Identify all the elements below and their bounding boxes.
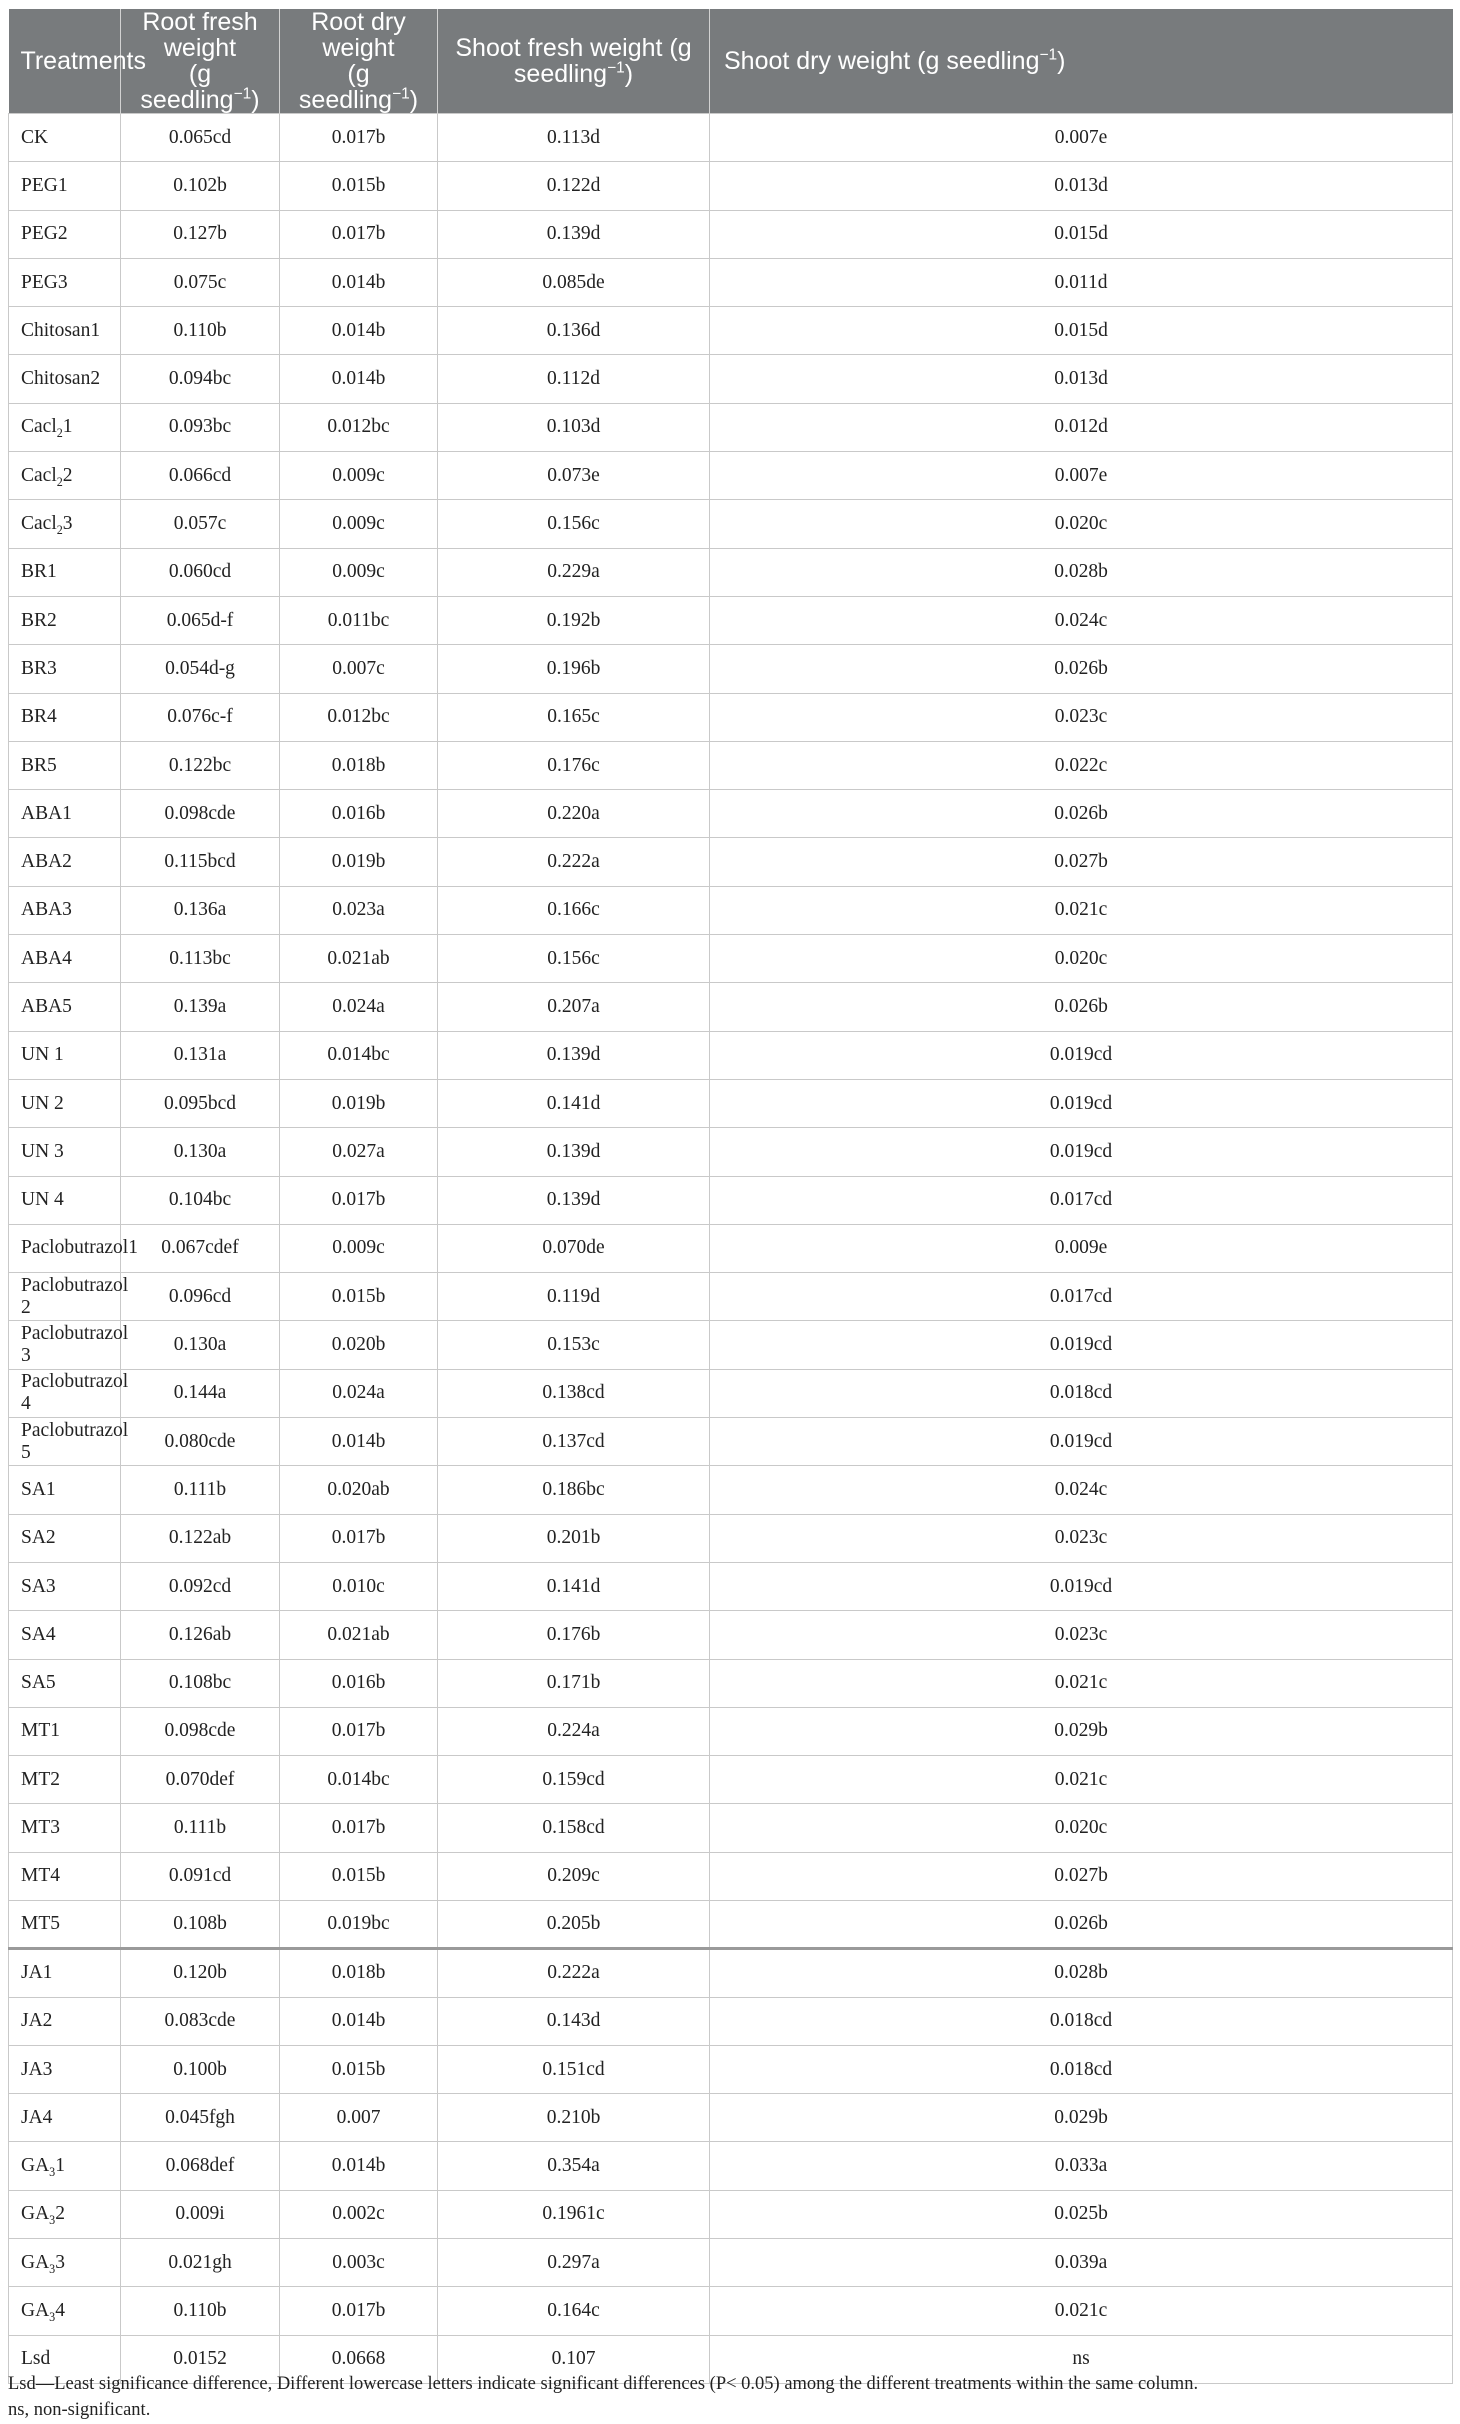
table-row [9,162,1453,210]
cell-root-fresh-weight: 0.113bc [121,935,280,983]
cell-shoot-fresh-weight: 0.112d [438,355,710,403]
cell-root-dry-weight: 0.014b [280,2142,438,2190]
table-row [9,741,1453,789]
cell-shoot-dry-weight: 0.026b [710,983,1453,1031]
cell-treatment: UN 3 [9,1128,121,1176]
table-row [9,1949,1453,1997]
cell-root-dry-weight: 0.016b [280,1659,438,1707]
cell-shoot-dry-weight: 0.029b [710,2094,1453,2142]
cell-shoot-dry-weight: 0.023c [710,1514,1453,1562]
cell-shoot-fresh-weight: 0.107 [438,2335,710,2383]
cell-root-fresh-weight: 0.066cd [121,452,280,500]
table-row [9,2239,1453,2287]
cell-root-dry-weight: 0.017b [280,1176,438,1224]
cell-shoot-fresh-weight: 0.073e [438,452,710,500]
cell-root-fresh-weight: 0.120b [121,1949,280,1997]
cell-shoot-dry-weight: 0.027b [710,838,1453,886]
table-row [9,1756,1453,1804]
cell-shoot-dry-weight: 0.019cd [710,1079,1453,1127]
cell-treatment: ABA5 [9,983,121,1031]
table-row [9,645,1453,693]
table-row [9,1224,1453,1272]
cell-treatment: BR5 [9,741,121,789]
table-row [9,935,1453,983]
table-row [9,983,1453,1031]
cell-treatment: ABA4 [9,935,121,983]
cell-root-dry-weight: 0.009c [280,1224,438,1272]
table-row [9,1562,1453,1610]
cell-shoot-fresh-weight: 0.139d [438,1176,710,1224]
cell-shoot-fresh-weight: 0.165c [438,693,710,741]
cell-shoot-fresh-weight: 0.205b [438,1900,710,1948]
cell-root-dry-weight: 0.014bc [280,1756,438,1804]
cell-treatment: Paclobutrazol 2 [9,1273,121,1321]
table-footnotes [8,2371,1448,2423]
cell-treatment: $GA_32$ [9,2190,121,2238]
cell-treatment: Paclobutrazol1 [9,1224,121,1272]
cell-shoot-fresh-weight: 0.220a [438,790,710,838]
cell-treatment: SA4 [9,1611,121,1659]
col-header-shoot-fresh-weight: Shoot fresh weight (g seedling$^{-1}$) [438,9,710,114]
cell-shoot-dry-weight: 0.026b [710,645,1453,693]
footnote-lsd: Lsd—Least significance difference, Different lowercase letters indicate significant differences (P< 0.05) among the different treatments within the same column. [8,2374,1199,2394]
cell-shoot-fresh-weight: 0.196b [438,645,710,693]
cell-shoot-dry-weight: 0.021c [710,1659,1453,1707]
cell-shoot-dry-weight: 0.009e [710,1224,1453,1272]
cell-shoot-dry-weight: 0.018cd [710,2045,1453,2093]
cell-treatment: PEG3 [9,258,121,306]
table-row [9,1900,1453,1948]
cell-shoot-fresh-weight: 0.192b [438,596,710,644]
cell-root-dry-weight: 0.021ab [280,935,438,983]
cell-shoot-dry-weight: 0.018cd [710,1997,1453,2045]
cell-shoot-dry-weight: 0.021c [710,886,1453,934]
cell-root-fresh-weight: 0.131a [121,1031,280,1079]
cell-root-fresh-weight: 0.094bc [121,355,280,403]
cell-shoot-dry-weight: 0.039a [710,2239,1453,2287]
cell-treatment: JA4 [9,2094,121,2142]
cell-root-dry-weight: 0.014b [280,307,438,355]
cell-root-dry-weight: 0.010c [280,1562,438,1610]
cell-root-dry-weight: 0.009c [280,452,438,500]
cell-root-fresh-weight: 0.110b [121,2287,280,2335]
cell-treatment: SA2 [9,1514,121,1562]
cell-treatment: BR4 [9,693,121,741]
cell-shoot-dry-weight: 0.018cd [710,1369,1453,1417]
cell-treatment: SA5 [9,1659,121,1707]
cell-root-fresh-weight: 0.126ab [121,1611,280,1659]
cell-root-fresh-weight: 0.130a [121,1321,280,1369]
cell-root-fresh-weight: 0.098cde [121,1707,280,1755]
cell-treatment: SA1 [9,1466,121,1514]
cell-treatment: ABA1 [9,790,121,838]
cell-shoot-fresh-weight: 0.143d [438,1997,710,2045]
cell-treatment: JA3 [9,2045,121,2093]
cell-treatment: $GA_33$ [9,2239,121,2287]
cell-root-dry-weight: 0.009c [280,500,438,548]
cell-shoot-dry-weight: 0.033a [710,2142,1453,2190]
cell-shoot-dry-weight: 0.007e [710,452,1453,500]
cell-shoot-dry-weight: 0.027b [710,1852,1453,1900]
cell-root-fresh-weight: 0.144a [121,1369,280,1417]
cell-shoot-dry-weight: 0.019cd [710,1321,1453,1369]
cell-root-dry-weight: 0.020ab [280,1466,438,1514]
table-row [9,258,1453,306]
table-row [9,1707,1453,1755]
table-row [9,1418,1453,1466]
cell-shoot-fresh-weight: 0.153c [438,1321,710,1369]
table-row [9,693,1453,741]
cell-shoot-fresh-weight: 0.103d [438,403,710,451]
cell-root-dry-weight: 0.011bc [280,596,438,644]
table-row [9,1031,1453,1079]
cell-root-fresh-weight: 0.009i [121,2190,280,2238]
cell-treatment: ABA3 [9,886,121,934]
table-row [9,1997,1453,2045]
cell-root-fresh-weight: 0.130a [121,1128,280,1176]
table-row [9,355,1453,403]
cell-shoot-dry-weight: 0.012d [710,403,1453,451]
cell-root-dry-weight: 0.017b [280,1804,438,1852]
table-row [9,1659,1453,1707]
cell-shoot-fresh-weight: 0.070de [438,1224,710,1272]
cell-shoot-dry-weight: 0.023c [710,693,1453,741]
cell-root-dry-weight: 0.021ab [280,1611,438,1659]
cell-root-dry-weight: 0.012bc [280,403,438,451]
table-row [9,1079,1453,1127]
data-table [8,9,1453,2384]
cell-shoot-dry-weight: 0.021c [710,1756,1453,1804]
cell-root-fresh-weight: 0.111b [121,1466,280,1514]
cell-treatment: ABA2 [9,838,121,886]
cell-shoot-fresh-weight: 0.141d [438,1562,710,1610]
cell-treatment: $GA_31$ [9,2142,121,2190]
cell-root-dry-weight: 0.017b [280,1707,438,1755]
cell-shoot-fresh-weight: 0.166c [438,886,710,934]
cell-treatment: Cacl$_2$1 [9,403,121,451]
col-header-root-dry-weight: Root dry weight (g seedling$^{-1}$) [280,9,438,114]
cell-root-dry-weight: 0.014b [280,1997,438,2045]
cell-shoot-fresh-weight: 0.139d [438,1128,710,1176]
cell-treatment: Chitosan2 [9,355,121,403]
cell-root-dry-weight: 0.017b [280,1514,438,1562]
cell-shoot-fresh-weight: 0.176c [438,741,710,789]
cell-shoot-fresh-weight: 0.176b [438,1611,710,1659]
cell-shoot-fresh-weight: 0.210b [438,2094,710,2142]
cell-treatment: UN 4 [9,1176,121,1224]
cell-root-dry-weight: 0.016b [280,790,438,838]
table-row [9,2045,1453,2093]
table-row [9,1176,1453,1224]
cell-treatment: SA3 [9,1562,121,1610]
cell-root-dry-weight: 0.014b [280,258,438,306]
cell-root-dry-weight: 0.014b [280,355,438,403]
cell-root-fresh-weight: 0.0152 [121,2335,280,2383]
cell-treatment: BR3 [9,645,121,693]
footnote-ns: ns, non-significant. [8,2400,151,2420]
table-row [9,790,1453,838]
cell-treatment: Chitosan1 [9,307,121,355]
table-row [9,1128,1453,1176]
table-row [9,2287,1453,2335]
cell-treatment: PEG2 [9,210,121,258]
table-row [9,1273,1453,1321]
cell-shoot-fresh-weight: 0.156c [438,935,710,983]
cell-shoot-fresh-weight: 0.186bc [438,1466,710,1514]
cell-shoot-fresh-weight: 0.222a [438,1949,710,1997]
cell-root-fresh-weight: 0.095bcd [121,1079,280,1127]
cell-shoot-fresh-weight: 0.137cd [438,1418,710,1466]
cell-shoot-fresh-weight: 0.159cd [438,1756,710,1804]
cell-root-dry-weight: 0.017b [280,210,438,258]
cell-shoot-fresh-weight: 0.1961c [438,2190,710,2238]
table-header-row [9,9,1453,114]
cell-treatment: MT2 [9,1756,121,1804]
cell-root-dry-weight: 0.015b [280,162,438,210]
cell-shoot-dry-weight: 0.021c [710,2287,1453,2335]
cell-root-dry-weight: 0.024a [280,983,438,1031]
cell-shoot-dry-weight: 0.020c [710,935,1453,983]
col-header-treatments: Treatments [9,9,121,114]
cell-root-dry-weight: 0.015b [280,1273,438,1321]
cell-shoot-fresh-weight: 0.171b [438,1659,710,1707]
cell-root-dry-weight: 0.019b [280,1079,438,1127]
cell-root-fresh-weight: 0.115bcd [121,838,280,886]
cell-shoot-dry-weight: 0.013d [710,162,1453,210]
cell-treatment: Paclobutrazol 4 [9,1369,121,1417]
table-row [9,114,1453,162]
cell-shoot-fresh-weight: 0.113d [438,114,710,162]
cell-root-fresh-weight: 0.060cd [121,548,280,596]
cell-root-dry-weight: 0.018b [280,1949,438,1997]
table-row [9,596,1453,644]
cell-shoot-dry-weight: 0.007e [710,114,1453,162]
cell-root-dry-weight: 0.014b [280,1418,438,1466]
table-row [9,886,1453,934]
cell-shoot-dry-weight: 0.026b [710,790,1453,838]
cell-root-fresh-weight: 0.108bc [121,1659,280,1707]
cell-root-fresh-weight: 0.093bc [121,403,280,451]
cell-root-dry-weight: 0.015b [280,1852,438,1900]
cell-root-dry-weight: 0.0668 [280,2335,438,2383]
cell-treatment: Paclobutrazol 5 [9,1418,121,1466]
cell-root-fresh-weight: 0.065d-f [121,596,280,644]
cell-shoot-dry-weight: 0.015d [710,307,1453,355]
cell-root-fresh-weight: 0.111b [121,1804,280,1852]
cell-root-fresh-weight: 0.098cde [121,790,280,838]
cell-root-fresh-weight: 0.067cdef [121,1224,280,1272]
cell-root-dry-weight: 0.024a [280,1369,438,1417]
table-row [9,548,1453,596]
cell-shoot-fresh-weight: 0.138cd [438,1369,710,1417]
cell-shoot-dry-weight: 0.023c [710,1611,1453,1659]
cell-root-fresh-weight: 0.096cd [121,1273,280,1321]
cell-root-fresh-weight: 0.108b [121,1900,280,1948]
cell-root-dry-weight: 0.019bc [280,1900,438,1948]
cell-shoot-fresh-weight: 0.164c [438,2287,710,2335]
cell-root-fresh-weight: 0.075c [121,258,280,306]
cell-root-fresh-weight: 0.076c-f [121,693,280,741]
cell-root-fresh-weight: 0.091cd [121,1852,280,1900]
cell-root-dry-weight: 0.018b [280,741,438,789]
table-row [9,2094,1453,2142]
table-row [9,1369,1453,1417]
cell-root-dry-weight: 0.003c [280,2239,438,2287]
cell-root-fresh-weight: 0.139a [121,983,280,1031]
cell-root-fresh-weight: 0.068def [121,2142,280,2190]
cell-root-fresh-weight: 0.136a [121,886,280,934]
cell-shoot-dry-weight: 0.022c [710,741,1453,789]
col-header-shoot-dry-weight: Shoot dry weight (g seedling$^{-1}$) [710,9,1453,114]
cell-shoot-fresh-weight: 0.151cd [438,2045,710,2093]
table-row [9,1611,1453,1659]
cell-root-fresh-weight: 0.045fgh [121,2094,280,2142]
cell-root-fresh-weight: 0.092cd [121,1562,280,1610]
cell-root-fresh-weight: 0.057c [121,500,280,548]
table-row [9,1321,1453,1369]
cell-shoot-dry-weight: 0.028b [710,548,1453,596]
cell-root-fresh-weight: 0.080cde [121,1418,280,1466]
cell-shoot-fresh-weight: 0.122d [438,162,710,210]
cell-root-fresh-weight: 0.065cd [121,114,280,162]
cell-root-dry-weight: 0.007 [280,2094,438,2142]
cell-shoot-fresh-weight: 0.224a [438,1707,710,1755]
cell-treatment: PEG1 [9,162,121,210]
cell-root-fresh-weight: 0.083cde [121,1997,280,2045]
table-row [9,2190,1453,2238]
cell-root-dry-weight: 0.012bc [280,693,438,741]
cell-shoot-fresh-weight: 0.158cd [438,1804,710,1852]
table-row [9,500,1453,548]
cell-shoot-dry-weight: ns [710,2335,1453,2383]
cell-root-dry-weight: 0.015b [280,2045,438,2093]
cell-shoot-dry-weight: 0.019cd [710,1128,1453,1176]
cell-root-dry-weight: 0.002c [280,2190,438,2238]
table-row [9,1804,1453,1852]
cell-shoot-fresh-weight: 0.119d [438,1273,710,1321]
cell-shoot-dry-weight: 0.011d [710,258,1453,306]
table-body [9,114,1453,2384]
cell-treatment: BR2 [9,596,121,644]
cell-shoot-fresh-weight: 0.085de [438,258,710,306]
cell-shoot-fresh-weight: 0.136d [438,307,710,355]
cell-treatment: Lsd [9,2335,121,2383]
col-header-root-fresh-weight: Root fresh weight (g seedling$^{-1}$) [121,9,280,114]
cell-root-fresh-weight: 0.127b [121,210,280,258]
cell-treatment: MT4 [9,1852,121,1900]
cell-shoot-fresh-weight: 0.201b [438,1514,710,1562]
cell-shoot-dry-weight: 0.025b [710,2190,1453,2238]
cell-treatment: JA2 [9,1997,121,2045]
cell-shoot-dry-weight: 0.028b [710,1949,1453,1997]
cell-treatment: Paclobutrazol 3 [9,1321,121,1369]
cell-root-fresh-weight: 0.100b [121,2045,280,2093]
cell-shoot-dry-weight: 0.017cd [710,1273,1453,1321]
table-row [9,452,1453,500]
cell-root-fresh-weight: 0.070def [121,1756,280,1804]
cell-shoot-fresh-weight: 0.222a [438,838,710,886]
cell-shoot-dry-weight: 0.024c [710,596,1453,644]
cell-shoot-dry-weight: 0.015d [710,210,1453,258]
cell-root-fresh-weight: 0.110b [121,307,280,355]
cell-shoot-fresh-weight: 0.139d [438,1031,710,1079]
cell-root-dry-weight: 0.027a [280,1128,438,1176]
cell-root-dry-weight: 0.023a [280,886,438,934]
cell-shoot-dry-weight: 0.019cd [710,1562,1453,1610]
cell-root-fresh-weight: 0.102b [121,162,280,210]
cell-treatment: MT3 [9,1804,121,1852]
cell-shoot-fresh-weight: 0.139d [438,210,710,258]
cell-root-fresh-weight: 0.054d-g [121,645,280,693]
cell-treatment: MT5 [9,1900,121,1948]
cell-treatment: UN 2 [9,1079,121,1127]
table-row [9,838,1453,886]
cell-shoot-dry-weight: 0.013d [710,355,1453,403]
cell-treatment: Cacl$_2$2 [9,452,121,500]
cell-root-dry-weight: 0.009c [280,548,438,596]
table-row [9,1852,1453,1900]
cell-root-dry-weight: 0.007c [280,645,438,693]
data-table-container [8,9,1452,2384]
cell-treatment: CK [9,114,121,162]
cell-shoot-dry-weight: 0.024c [710,1466,1453,1514]
cell-root-fresh-weight: 0.122bc [121,741,280,789]
cell-shoot-dry-weight: 0.029b [710,1707,1453,1755]
table-row [9,403,1453,451]
cell-shoot-dry-weight: 0.019cd [710,1031,1453,1079]
cell-treatment: $GA_34$ [9,2287,121,2335]
cell-root-fresh-weight: 0.104bc [121,1176,280,1224]
cell-shoot-fresh-weight: 0.229a [438,548,710,596]
cell-treatment: Cacl$_2$3 [9,500,121,548]
cell-treatment: MT1 [9,1707,121,1755]
cell-shoot-dry-weight: 0.019cd [710,1418,1453,1466]
cell-shoot-dry-weight: 0.020c [710,500,1453,548]
table-row [9,2142,1453,2190]
table-row [9,307,1453,355]
cell-root-dry-weight: 0.014bc [280,1031,438,1079]
table-row [9,210,1453,258]
cell-shoot-fresh-weight: 0.141d [438,1079,710,1127]
cell-shoot-fresh-weight: 0.207a [438,983,710,1031]
cell-treatment: UN 1 [9,1031,121,1079]
cell-root-dry-weight: 0.017b [280,2287,438,2335]
cell-shoot-dry-weight: 0.026b [710,1900,1453,1948]
table-row [9,1466,1453,1514]
cell-shoot-dry-weight: 0.020c [710,1804,1453,1852]
cell-root-fresh-weight: 0.021gh [121,2239,280,2287]
cell-shoot-dry-weight: 0.017cd [710,1176,1453,1224]
cell-root-fresh-weight: 0.122ab [121,1514,280,1562]
cell-root-dry-weight: 0.019b [280,838,438,886]
cell-shoot-fresh-weight: 0.209c [438,1852,710,1900]
table-row [9,1514,1453,1562]
cell-shoot-fresh-weight: 0.354a [438,2142,710,2190]
cell-shoot-fresh-weight: 0.297a [438,2239,710,2287]
cell-root-dry-weight: 0.017b [280,114,438,162]
cell-treatment: JA1 [9,1949,121,1997]
cell-shoot-fresh-weight: 0.156c [438,500,710,548]
cell-root-dry-weight: 0.020b [280,1321,438,1369]
cell-treatment: BR1 [9,548,121,596]
